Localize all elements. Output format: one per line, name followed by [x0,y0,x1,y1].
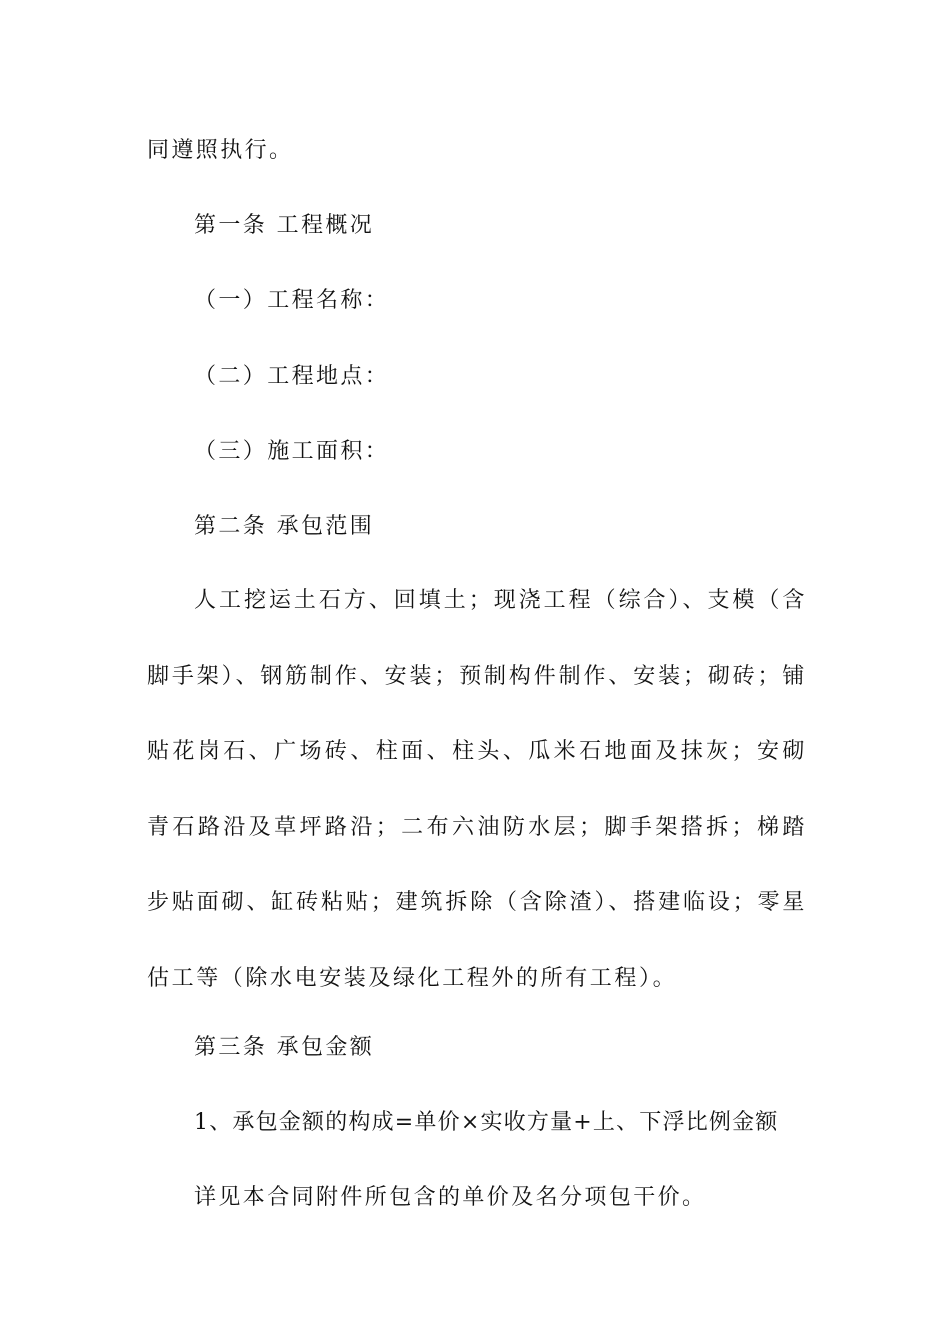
text-line: （一）工程名称： [194,288,390,313]
section-heading: 第二条 承包范围 [194,514,375,539]
text-line: 详见本合同附件所包含的单价及名分项包干价。 [194,1185,707,1210]
text-line: （二）工程地点： [194,364,390,389]
section-heading: 第一条 工程概况 [194,213,375,238]
text-line: 1、承包金额的构成=单价×实收方量+上、下浮比例金额 [194,1110,779,1135]
section-heading: 第三条 承包金额 [194,1035,375,1060]
text-line: 同遵照执行。 [147,138,294,163]
scope-paragraph: 人工挖运土石方、回填土；现浇工程（综合）、支模（含脚手架）、钢筋制作、安装；预制构件制作、安装；砌砖；铺贴花岗石、广场砖、柱面、柱头、瓜米石地面及抹灰；安砌青石路沿及草坪路沿；二布六油防水层；脚手架搭拆；梯踏步贴面砌、缸砖粘贴；建筑拆除（含除渣）、搭建临设；零星估工等（除水电安装及绿化工程外的所有工程）。 [147,588,807,991]
text-line: （三）施工面积： [194,439,390,464]
